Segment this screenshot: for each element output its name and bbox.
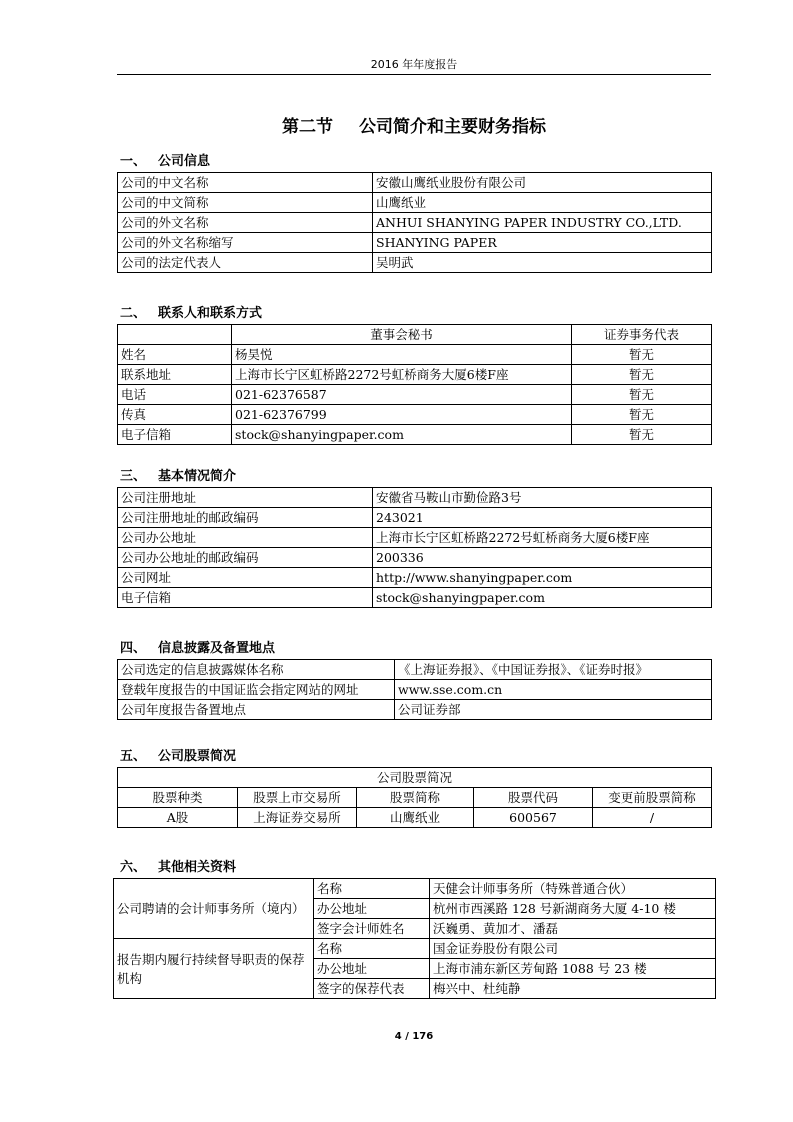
table-cell: 公司办公地址	[118, 528, 373, 548]
table-cell: 签字会计师姓名	[314, 919, 430, 939]
table-row	[118, 508, 712, 528]
table-cell: www.sse.com.cn	[395, 680, 712, 700]
table-cell: 暂无	[572, 425, 712, 445]
table-cell: stock@shanyingpaper.com	[232, 425, 572, 445]
stock-table	[117, 767, 712, 828]
table-row	[118, 700, 712, 720]
table-cell: 公司的外文名称	[118, 213, 373, 233]
table-cell: 公司股票简况	[118, 768, 712, 788]
table-cell: 股票上市交易所	[238, 788, 357, 808]
table-cell: 名称	[314, 879, 430, 899]
table-cell: 公司的中文名称	[118, 173, 373, 193]
table-cell: 办公地址	[314, 959, 430, 979]
table-cell: 沃巍勇、黄加才、潘磊	[430, 919, 716, 939]
table-cell: 公司注册地址	[118, 488, 373, 508]
table-row	[118, 193, 712, 213]
table-cell: 上海市长宁区虹桥路2272号虹桥商务大厦6楼F座	[232, 365, 572, 385]
table-cell: 股票种类	[118, 788, 238, 808]
table-cell: 吴明武	[373, 253, 712, 273]
table-cell: 传真	[118, 405, 232, 425]
table-row	[118, 660, 712, 680]
table-row	[118, 548, 712, 568]
table-row	[118, 488, 712, 508]
table-cell: 上海证券交易所	[238, 808, 357, 828]
table-cell: 暂无	[572, 365, 712, 385]
section-heading-disclosure: 四、 信息披露及备置地点	[120, 641, 276, 656]
table-row	[114, 879, 716, 899]
table-row	[118, 405, 712, 425]
table-cell: ANHUI SHANYING PAPER INDUSTRY CO.,LTD.	[373, 213, 712, 233]
table-cell: 《上海证券报》、《中国证券报》、《证券时报》	[395, 660, 712, 680]
table-cell: 杭州市西溪路 128 号新湖商务大厦 4-10 楼	[430, 899, 716, 919]
title-name: 公司简介和主要财务指标	[359, 117, 546, 137]
table-cell: 021-62376587	[232, 385, 572, 405]
table-cell: 公司证券部	[395, 700, 712, 720]
table-header-row	[118, 788, 712, 808]
table-cell: 登载年度报告的中国证监会指定网站的网址	[118, 680, 395, 700]
table-header-row	[118, 325, 712, 345]
table-row	[118, 345, 712, 365]
table-cell: 公司注册地址的邮政编码	[118, 508, 373, 528]
table-cell: 公司选定的信息披露媒体名称	[118, 660, 395, 680]
table-row	[118, 528, 712, 548]
table-cell: 上海市长宁区虹桥路2272号虹桥商务大厦6楼F座	[373, 528, 712, 548]
table-cell: 243021	[373, 508, 712, 528]
table-title-row	[118, 768, 712, 788]
table-cell: 股票代码	[474, 788, 593, 808]
basic-info-table	[117, 487, 712, 608]
other-info-table	[113, 878, 716, 999]
table-row	[118, 253, 712, 273]
table-cell: 021-62376799	[232, 405, 572, 425]
table-cell: 山鹰纸业	[373, 193, 712, 213]
table-cell: http://www.shanyingpaper.com	[373, 568, 712, 588]
sponsor-label: 报告期内履行持续督导职责的保荐机构	[114, 939, 314, 999]
table-cell: 暂无	[572, 345, 712, 365]
table-cell: 山鹰纸业	[357, 808, 474, 828]
table-cell: 安徽省马鞍山市勤俭路3号	[373, 488, 712, 508]
table-cell: 办公地址	[314, 899, 430, 919]
accounting-firm-label: 公司聘请的会计师事务所（境内）	[114, 879, 314, 939]
table-row	[118, 680, 712, 700]
contacts-table	[117, 324, 712, 445]
table-cell: A股	[118, 808, 238, 828]
title-section: 第二节	[282, 117, 333, 137]
table-row	[118, 568, 712, 588]
table-cell: 公司的中文简称	[118, 193, 373, 213]
table-cell	[118, 325, 232, 345]
table-cell: 梅兴中、杜纯静	[430, 979, 716, 999]
section-heading-company-info: 一、 公司信息	[120, 154, 211, 169]
table-cell: 杨昊悦	[232, 345, 572, 365]
table-cell: 变更前股票简称	[593, 788, 712, 808]
table-row	[118, 213, 712, 233]
table-cell: 姓名	[118, 345, 232, 365]
table-cell: 签字的保荐代表	[314, 979, 430, 999]
header-divider	[117, 74, 711, 75]
table-cell: 电子信箱	[118, 588, 373, 608]
table-cell: 上海市浦东新区芳甸路 1088 号 23 楼	[430, 959, 716, 979]
table-cell: 董事会秘书	[232, 325, 572, 345]
table-cell: 公司的法定代表人	[118, 253, 373, 273]
table-cell: 电话	[118, 385, 232, 405]
company-info-table	[117, 172, 712, 273]
disclosure-table	[117, 659, 712, 720]
table-cell: 公司的外文名称缩写	[118, 233, 373, 253]
section-heading-contacts: 二、 联系人和联系方式	[120, 306, 263, 321]
page-header: 2016 年年度报告	[370, 58, 458, 71]
table-cell: 600567	[474, 808, 593, 828]
table-row	[118, 365, 712, 385]
table-cell: 公司年度报告备置地点	[118, 700, 395, 720]
table-cell: 国金证券股份有限公司	[430, 939, 716, 959]
table-row	[118, 233, 712, 253]
table-cell: stock@shanyingpaper.com	[373, 588, 712, 608]
table-cell: 公司办公地址的邮政编码	[118, 548, 373, 568]
table-cell: /	[593, 808, 712, 828]
table-row	[118, 808, 712, 828]
table-cell: 联系地址	[118, 365, 232, 385]
table-cell: 名称	[314, 939, 430, 959]
section-heading-basic-info: 三、 基本情况简介	[120, 469, 237, 484]
table-cell: 公司网址	[118, 568, 373, 588]
table-cell: 200336	[373, 548, 712, 568]
table-cell: 安徽山鹰纸业股份有限公司	[373, 173, 712, 193]
table-row	[118, 425, 712, 445]
table-cell: 暂无	[572, 405, 712, 425]
table-row	[118, 588, 712, 608]
table-cell: 股票简称	[357, 788, 474, 808]
page-title	[117, 112, 711, 137]
table-cell: 暂无	[572, 385, 712, 405]
page-number: 4 / 176	[394, 1031, 434, 1042]
table-cell: 天健会计师事务所（特殊普通合伙）	[430, 879, 716, 899]
table-row	[118, 173, 712, 193]
table-cell: 证券事务代表	[572, 325, 712, 345]
section-heading-other: 六、 其他相关资料	[120, 860, 237, 875]
section-heading-stock: 五、 公司股票简况	[120, 749, 237, 764]
table-row	[114, 939, 716, 959]
table-cell: SHANYING PAPER	[373, 233, 712, 253]
table-row	[118, 385, 712, 405]
table-cell: 电子信箱	[118, 425, 232, 445]
